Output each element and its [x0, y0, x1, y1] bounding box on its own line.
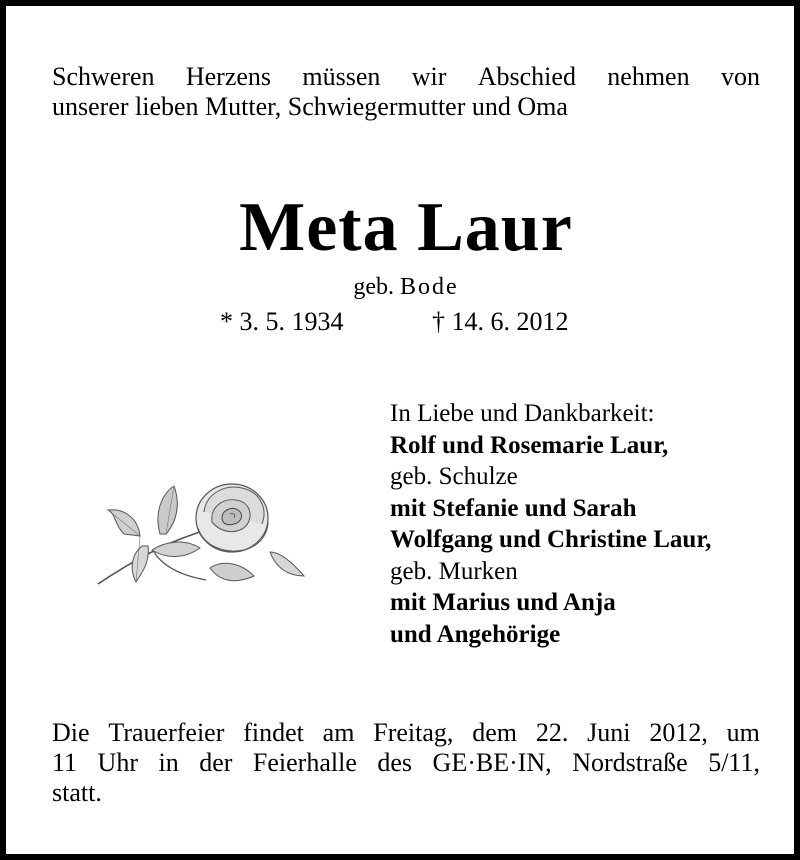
intro-word: Schweren: [52, 62, 155, 91]
ceremony-word: findet: [243, 718, 304, 747]
deceased-name: Meta Laur: [239, 189, 573, 266]
ceremony-word: der: [199, 748, 233, 777]
ceremony-word: Juni: [587, 718, 631, 747]
intro-word: müssen: [302, 62, 381, 91]
ceremony-word: Trauerfeier: [108, 718, 225, 747]
mourner-line: Rolf und Rosemarie Laur,: [390, 431, 669, 459]
mourners-heading: In Liebe und Dankbarkeit:: [390, 400, 655, 427]
ceremony-text: [52, 718, 760, 808]
maiden-surname: Bode: [399, 274, 459, 300]
mourner-line: mit Stefanie und Sarah: [390, 494, 637, 522]
mourner-line: geb. Schulze: [390, 463, 518, 490]
mourner-line: mit Marius und Anja: [390, 589, 616, 616]
ceremony-line-1: [52, 718, 760, 748]
intro-word: wir: [411, 62, 447, 91]
ceremony-line-3: statt.: [52, 778, 102, 807]
intro-word: nehmen: [607, 62, 690, 91]
intro-word: Herzens: [185, 62, 272, 91]
mourner-line: und Angehörige: [390, 620, 561, 648]
intro-word: von: [720, 62, 760, 91]
ceremony-word: am: [322, 718, 355, 747]
ceremony-line-2: [52, 748, 760, 778]
ceremony-word: GE·BE·IN,: [432, 748, 552, 777]
ceremony-word: 11: [52, 748, 78, 777]
intro-text: [52, 62, 760, 122]
maiden-name: [6, 272, 800, 302]
ceremony-word: um: [726, 718, 760, 747]
ceremony-word: Freitag,: [373, 718, 454, 747]
ceremony-word: in: [158, 748, 179, 777]
mourner-line: Wolfgang und Christine Laur,: [390, 526, 712, 553]
rose-icon: [94, 472, 314, 602]
mourners-block: [390, 398, 711, 650]
intro-word: Abschied: [477, 62, 576, 91]
ceremony-word: 2012,: [649, 718, 708, 747]
ceremony-word: dem: [472, 718, 518, 747]
mourner-line: geb. Murken: [390, 557, 518, 585]
ceremony-word: Nordstraße: [572, 748, 688, 777]
ceremony-word: Feierhalle: [252, 748, 357, 777]
ceremony-word: des: [377, 748, 413, 777]
death-date: † 14. 6. 2012: [432, 307, 569, 336]
ceremony-word: Uhr: [97, 748, 138, 777]
ceremony-word: 5/11,: [708, 748, 760, 777]
intro-line-2: unserer lieben Mutter, Schwiegermutter und Oma: [52, 92, 568, 121]
ceremony-word: Die: [52, 718, 90, 747]
birth-date: * 3. 5. 1934: [220, 307, 344, 336]
ceremony-word: 22.: [535, 718, 569, 747]
intro-line-1: [52, 62, 760, 92]
maiden-prefix: geb.: [353, 274, 394, 300]
